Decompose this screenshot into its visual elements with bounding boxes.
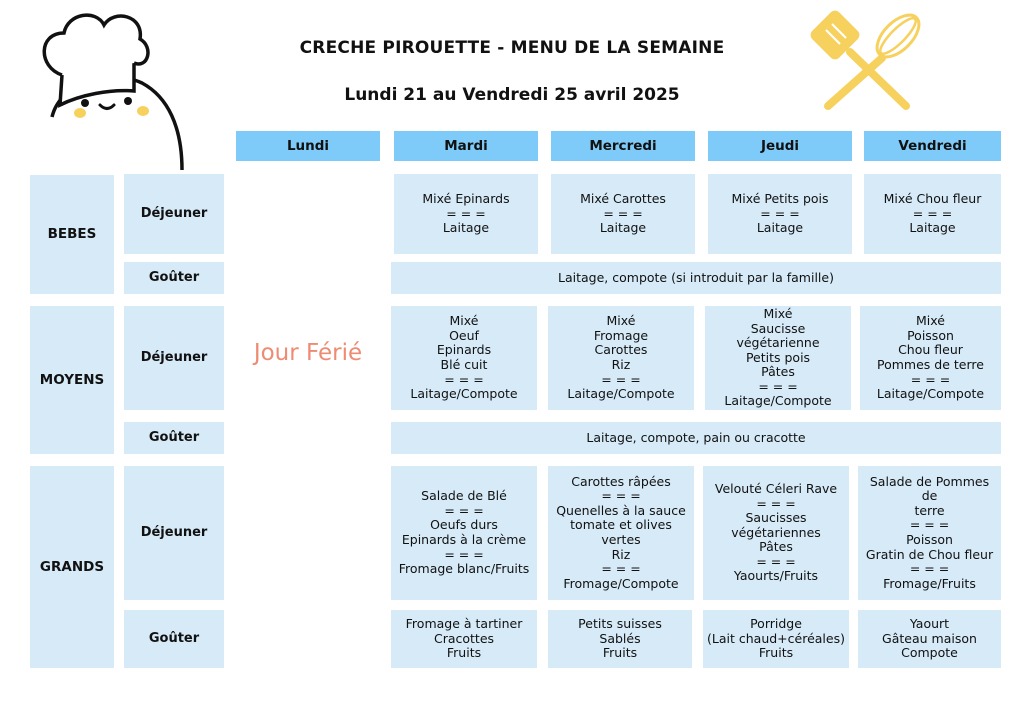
- menu-cell-moyens-dejeuner-mardi: [391, 306, 537, 410]
- menu-line: Fruits: [446, 645, 482, 661]
- menu-line: Porridge: [750, 616, 802, 632]
- menu-line: = = =: [756, 495, 796, 511]
- page-subtitle: Lundi 21 au Vendredi 25 avril 2025: [344, 85, 680, 105]
- menu-line: = = =: [760, 205, 800, 221]
- menu-line: Petits suisses: [578, 616, 662, 632]
- menu-line: Blé cuit: [440, 357, 488, 372]
- menu-line: Mixé Petits pois: [731, 191, 829, 207]
- menu-line: Laitage: [442, 220, 490, 236]
- menu-cell-grands-dejeuner-mardi: [391, 466, 537, 600]
- menu-line: Salade de Pommes de: [869, 473, 990, 504]
- menu-line: Fromage: [593, 327, 649, 343]
- menu-cell-grands-gouter-vendredi: [858, 610, 1001, 668]
- menu-line: Velouté Céleri Rave: [714, 480, 838, 496]
- menu-line: Salade de Blé: [421, 488, 507, 504]
- menu-line: Carottes râpées: [571, 473, 671, 489]
- menu-cell-grands-dejeuner-vendredi: [858, 466, 1001, 600]
- menu-line: Laitage: [599, 220, 647, 236]
- meal-label-moyens-gouter: Goûter: [124, 422, 224, 454]
- menu-cell-bebes-dejeuner-mercredi: [551, 174, 695, 254]
- menu-line: Fromage/Compote: [563, 575, 679, 591]
- day-header-mardi: Mardi: [394, 131, 538, 161]
- menu-line: Laitage: [756, 220, 804, 236]
- menu-line: = = =: [758, 378, 798, 394]
- menu-line: Riz: [611, 546, 631, 562]
- menu-line: Mixé: [449, 313, 479, 329]
- menu-line: = = =: [912, 205, 953, 221]
- menu-cell-grands-gouter-mardi: [391, 610, 537, 668]
- menu-line: Yaourts/Fruits: [733, 568, 819, 584]
- day-header-jeudi: Jeudi: [708, 131, 852, 161]
- menu-line: Poisson: [907, 327, 954, 343]
- menu-line: Poisson: [906, 532, 953, 547]
- menu-line: = = =: [446, 205, 486, 221]
- menu-cell-bebes-dejeuner-mardi: [394, 174, 538, 254]
- menu-line: Mixé Epinards: [422, 191, 510, 207]
- menu-line: Laitage: [909, 220, 956, 236]
- menu-line: = = =: [601, 488, 641, 504]
- menu-line: = = =: [601, 561, 641, 577]
- menu-line: (Lait chaud+céréales): [707, 630, 845, 646]
- holiday-label: Jour Férié: [253, 340, 363, 366]
- menu-line: = = =: [444, 546, 484, 562]
- menu-line: Chou fleur: [898, 342, 963, 358]
- menu-line: Cracottes: [433, 630, 495, 646]
- menu-line: Mixé: [606, 313, 636, 329]
- menu-line: Fromage/Fruits: [883, 575, 976, 591]
- menu-cell-bebes-gouter: Laitage, compote (si introduit par la famille): [391, 262, 1001, 294]
- menu-line: Mixé Carottes: [580, 191, 666, 207]
- day-header-mercredi: Mercredi: [551, 131, 695, 161]
- menu-line: Mixé: [916, 313, 945, 329]
- menu-line: = = =: [601, 371, 641, 387]
- menu-line: Oeuf: [449, 327, 479, 343]
- menu-cell-moyens-gouter: Laitage, compote, pain ou cracotte: [391, 422, 1001, 454]
- menu-line: Saucisse végétarienne: [736, 320, 820, 351]
- menu-cell-bebes-dejeuner-jeudi: [708, 174, 852, 254]
- menu-line: Fruits: [758, 645, 794, 661]
- day-header-vendredi: Vendredi: [864, 131, 1001, 161]
- menu-line: Pommes de terre: [877, 357, 984, 372]
- menu-cell-bebes-dejeuner-vendredi: [864, 174, 1001, 254]
- menu-line: Sablés: [599, 630, 641, 646]
- menu-line: Laitage/Compote: [567, 386, 675, 402]
- page-title: CRECHE PIROUETTE - MENU DE LA SEMAINE: [299, 38, 725, 58]
- menu-cell-grands-gouter-mercredi: [548, 610, 692, 668]
- meal-label-grands-dejeuner: Déjeuner: [124, 466, 224, 600]
- menu-line: Oeufs durs: [430, 517, 498, 533]
- menu-line: Carottes: [594, 342, 648, 358]
- menu-line: Epinards à la crème: [401, 532, 527, 547]
- menu-line: Compote: [901, 645, 958, 661]
- menu-line: Saucisses: [745, 510, 807, 526]
- menu-line: Gratin de Chou fleur: [865, 546, 994, 562]
- menu-cell-moyens-dejeuner-vendredi: [860, 306, 1001, 410]
- menu-line: Fromage à tartiner: [405, 616, 523, 632]
- menu-line: Pâtes: [759, 539, 793, 555]
- menu-cell-grands-dejeuner-mercredi: [548, 466, 694, 600]
- menu-cell-moyens-dejeuner-jeudi: [705, 306, 851, 410]
- menu-line: végétariennes: [731, 524, 821, 540]
- menu-line: = = =: [444, 502, 484, 518]
- menu-line: = = =: [909, 561, 950, 577]
- day-header-lundi: Lundi: [236, 131, 380, 161]
- menu-line: Laitage/Compote: [724, 393, 832, 409]
- menu-line: terre: [914, 502, 945, 518]
- menu-line: Laitage/Compote: [876, 386, 985, 402]
- menu-line: = = =: [603, 205, 643, 221]
- meal-label-moyens-dejeuner: Déjeuner: [124, 306, 224, 410]
- menu-line: = = =: [909, 517, 950, 533]
- menu-line: Petits pois: [745, 349, 811, 365]
- menu-line: Mixé Chou fleur: [883, 191, 982, 207]
- menu-cell-grands-dejeuner-jeudi: [703, 466, 849, 600]
- menu-line: Fromage blanc/Fruits: [398, 561, 530, 577]
- menu-line: Gâteau maison: [882, 630, 977, 646]
- meal-label-grands-gouter: Goûter: [124, 610, 224, 668]
- menu-line: Riz: [611, 357, 631, 372]
- menu-cell-moyens-dejeuner-mercredi: [548, 306, 694, 410]
- menu-line: tomate et olives vertes: [570, 517, 672, 547]
- menu-line: Pâtes: [761, 364, 795, 380]
- group-label-bebes: BEBES: [30, 175, 114, 294]
- menu-line: = = =: [444, 371, 484, 387]
- meal-label-bebes-gouter: Goûter: [124, 262, 224, 294]
- meal-label-bebes-dejeuner: Déjeuner: [124, 174, 224, 254]
- menu-line: = = =: [910, 371, 951, 387]
- menu-line: = = =: [756, 553, 796, 569]
- group-label-moyens: MOYENS: [30, 306, 114, 454]
- menu-line: Laitage/Compote: [410, 386, 518, 402]
- menu-line: Yaourt: [909, 616, 950, 632]
- menu-line: Fruits: [602, 645, 638, 661]
- menu-line: Epinards: [436, 342, 492, 358]
- menu-line: Quenelles à la sauce: [556, 502, 686, 518]
- menu-line: Mixé: [763, 305, 793, 321]
- group-label-grands: GRANDS: [30, 466, 114, 668]
- menu-cell-grands-gouter-jeudi: [703, 610, 849, 668]
